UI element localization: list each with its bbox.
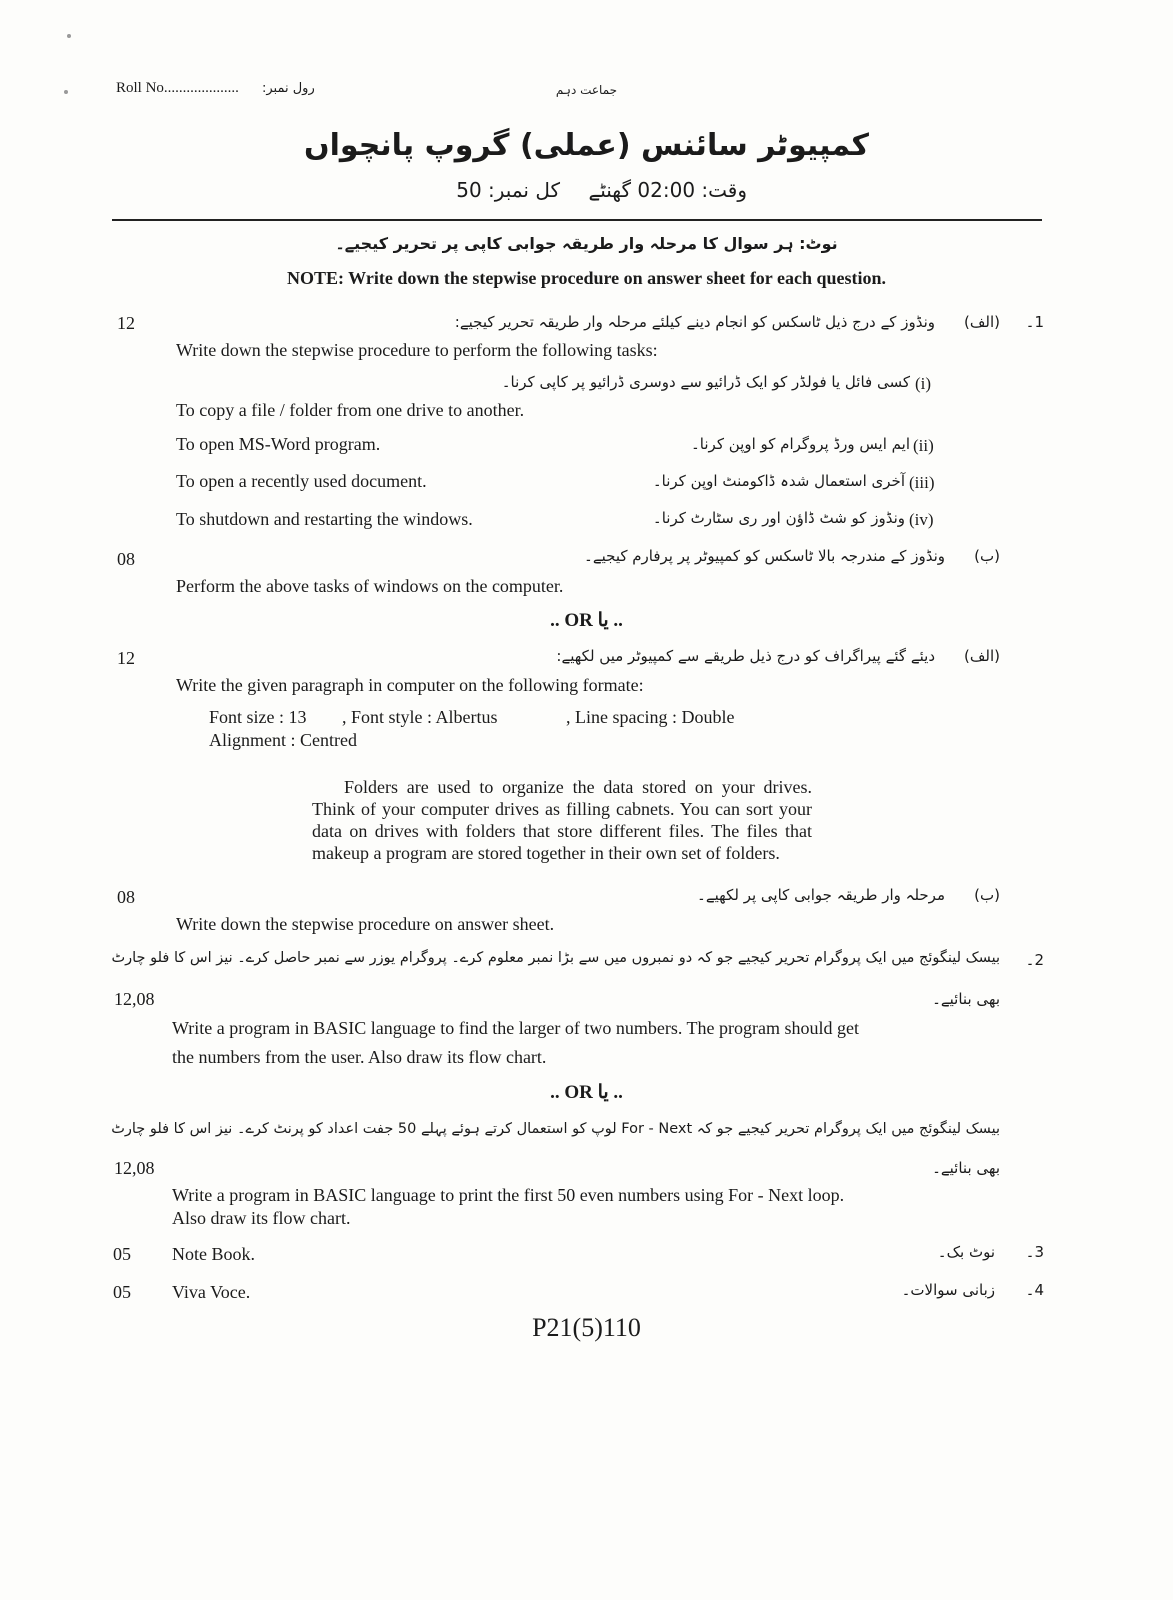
q3-number: 3۔: [1025, 1243, 1044, 1261]
q1c-urdu: دیئے گئے پیراگراف کو درج ذیل طریقے سے کمپیوٹر میں لکھیے:: [556, 647, 935, 665]
q2b-english-line1: Write a program in BASIC language to print the first 50 even numbers using For - Next loop.: [172, 1185, 845, 1205]
paper-title: کمپیوٹر سائنس (عملی) گروپ پانچواں: [304, 128, 869, 163]
q2a-english-line2: the numbers from the user. Also draw its flow chart.: [172, 1047, 547, 1067]
format-line-spacing: , Line spacing : Double: [566, 707, 735, 727]
q2-number: 2۔: [1025, 951, 1044, 969]
task-iv-number: (iv): [909, 510, 934, 529]
q1c-marks: 12: [117, 648, 135, 668]
q1b-marks: 08: [117, 549, 135, 569]
q1a-english: Write down the stepwise procedure to perform the following tasks:: [176, 340, 658, 360]
q3-urdu: نوٹ بک۔: [937, 1243, 995, 1261]
q4-number: 4۔: [1025, 1281, 1044, 1299]
roll-no-label: Roll No....................: [116, 80, 239, 96]
q1-number: 1۔: [1025, 313, 1044, 331]
q1a-urdu: ونڈوز کے درج ذیل ٹاسکس کو انجام دینے کیلئے مرحلہ وار طریقہ تحریر کیجیے:: [454, 313, 935, 331]
q1b-english: Perform the above tasks of windows on the computer.: [176, 576, 564, 596]
roll-no-urdu-label: رول نمبر:: [262, 81, 315, 96]
q2b-urdu-line1: بیسک لینگوئج میں ایک پروگرام تحریر کیجیے جو کہ For - Next لوپ کو استعمال کرتے ہوئے پہلے 50 جفت اعداد کو پرنٹ کرے۔ نیز اس کا فلو چارٹ: [111, 1121, 1000, 1137]
task-iii-english: To open a recently used document.: [176, 471, 427, 491]
task-iii-number: (iii): [909, 473, 935, 492]
task-iv-urdu: ونڈوز کو شٹ ڈاؤن اور ری سٹارٹ کرنا۔: [652, 509, 905, 527]
paper-code: P21(5)110: [532, 1313, 641, 1342]
task-iv-english: To shutdown and restarting the windows.: [176, 509, 473, 529]
q2a-english-line1: Write a program in BASIC language to find the larger of two numbers. The program should get: [172, 1018, 859, 1038]
format-alignment: Alignment : Centred: [209, 730, 357, 750]
or-divider-1: .. OR یا ..: [550, 610, 623, 631]
task-ii-number: (ii): [913, 436, 934, 455]
task-iii-urdu: آخری استعمال شدہ ڈاکومنٹ اوپن کرنا۔: [652, 472, 905, 490]
or-divider-2: .. OR یا ..: [550, 1082, 623, 1103]
q1d-marks: 08: [117, 887, 135, 907]
q4-marks: 05: [113, 1282, 131, 1302]
q2a-urdu-line1: بیسک لینگوئج میں ایک پروگرام تحریر کیجیے جو کہ دو نمبروں میں سے بڑا نمبر معلوم کرے۔ پروگرام یوزر سے نمبر حاصل کرے۔ نیز اس کا فلو چارٹ: [111, 950, 1000, 966]
q1d-label: (ب): [974, 886, 1000, 904]
total-marks: کل نمبر: 50: [456, 178, 560, 202]
sample-paragraph: Folders are used to organize the data stored on your drives. Think of your computer drives as filling cabnets. You can sort your data on drives with folders that store different files. The files that makeup a program are stored together in their own set of folders.: [312, 777, 812, 863]
q4-urdu: زبانی سوالات۔: [901, 1281, 995, 1299]
note-urdu: نوٹ: ہر سوال کا مرحلہ وار طریقہ جوابی کاپی پر تحریر کیجیے۔: [335, 234, 838, 253]
q1a-label: (الف): [964, 313, 1000, 331]
task-i-urdu: کسی فائل یا فولڈر کو ایک ڈرائیو سے دوسری ڈرائیو پر کاپی کرنا۔: [501, 373, 910, 391]
q1d-english: Write down the stepwise procedure on answer sheet.: [176, 914, 555, 934]
q1d-urdu: مرحلہ وار طریقہ جوابی کاپی پر لکھیے۔: [697, 886, 945, 904]
q2b-urdu-line2: بھی بنائیے۔: [932, 1159, 1000, 1177]
format-font-style: , Font style : Albertus: [342, 707, 498, 727]
task-ii-english: To open MS-Word program.: [176, 434, 381, 454]
task-ii-urdu: ایم ایس ورڈ پروگرام کو اوپن کرنا۔: [691, 435, 910, 453]
header-divider: [112, 219, 1042, 221]
q1b-urdu: ونڈوز کے مندرجہ بالا ٹاسکس کو کمپیوٹر پر پرفارم کیجیے۔: [584, 547, 945, 565]
q2a-urdu-line2: بھی بنائیے۔: [932, 990, 1000, 1008]
q4-english: Viva Voce.: [172, 1282, 251, 1302]
q2b-english-line2: Also draw its flow chart.: [172, 1208, 351, 1228]
class-label: جماعت دہم: [555, 83, 618, 97]
format-font-size: Font size : 13: [209, 707, 307, 727]
q2a-marks: 12,08: [114, 989, 155, 1009]
q1c-english: Write the given paragraph in computer on the following formate:: [176, 675, 644, 695]
q1b-label: (ب): [974, 547, 1000, 565]
q1a-marks: 12: [117, 313, 135, 333]
q3-marks: 05: [113, 1244, 131, 1264]
q1c-label: (الف): [964, 647, 1000, 665]
time-allowed: وقت: 02:00 گھنٹے: [588, 178, 747, 202]
scan-speck: [67, 34, 71, 38]
note-english: NOTE: Write down the stepwise procedure on answer sheet for each question.: [286, 268, 886, 288]
task-i-number: (i): [915, 374, 932, 393]
q2b-marks: 12,08: [114, 1158, 155, 1178]
q3-english: Note Book.: [172, 1244, 255, 1264]
task-i-english: To copy a file / folder from one drive to another.: [176, 400, 525, 420]
